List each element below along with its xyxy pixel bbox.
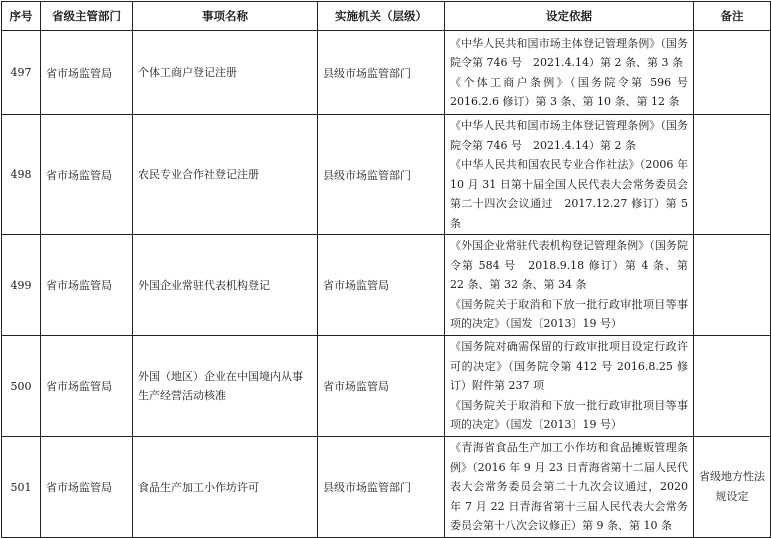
row-agency: 省市场监管局 [318,336,445,437]
row-agency: 省市场监管局 [318,235,445,336]
table-row [2,437,771,538]
col-header-no: 序号 [2,2,41,31]
row-dept: 省市场监管局 [41,31,133,115]
row-basis [445,31,694,115]
basis-line: 《中华人民共和国市场主体登记管理条例》（国务院令第 746 号 2021.4.14）第 2 条、第 3 条 [450,36,688,69]
row-item: 个体工商户登记注册 [133,31,318,115]
table-row [2,336,771,437]
table-row [2,235,771,336]
row-item: 外国企业常驻代表机构登记 [133,235,318,336]
row-basis [445,115,694,235]
row-item: 食品生产加工小作坊许可 [133,437,318,538]
col-header-item: 事项名称 [133,2,318,31]
row-item: 农民专业合作社登记注册 [133,115,318,235]
row-dept: 省市场监管局 [41,235,133,336]
basis-line: 《国务院关于取消和下放一批行政审批项目等事项的决定》（国发〔2013〕19 号） [450,297,688,331]
row-agency: 县级市场监管部门 [318,437,445,538]
row-remark [694,31,771,115]
col-header-dept: 省级主管部门 [41,2,133,31]
row-agency: 县级市场监管部门 [318,31,445,115]
row-remark: 省级地方性法规设定 [694,437,771,538]
row-remark [694,235,771,336]
basis-line: 《外国企业常驻代表机构登记管理条例》（国务院令第 584 号 2018.9.18 修订）第 4 条、第 22 条、第 32 条、第 34 条 [450,239,688,292]
row-number: 499 [2,235,41,336]
row-remark [694,115,771,235]
basis-line: 《青海省食品生产加工小作坊和食品摊贩管理条例》（2016 年 9 月 23 日青海省第十二届人民代表大会常务委员会第二十九次会议通过，2020 年 7 月 22 日青海省第十三届人民代表大会常务委员会第十八次会议修正）第 9 条、第 10 条 [450,441,688,533]
row-basis [445,235,694,336]
basis-line: 《国务院对确需保留的行政审批项目设定行政许可的决定》（国务院令第 412 号 2016.8.25 修订）附件第 237 项 [450,340,688,393]
row-number: 501 [2,437,41,538]
row-basis [445,336,694,437]
row-number: 500 [2,336,41,437]
table-row [2,115,771,235]
header-row [2,2,771,31]
row-dept: 省市场监管局 [41,115,133,235]
row-basis [445,437,694,538]
basis-line: 《国务院关于取消和下放一批行政审批项目等事项的决定》（国发〔2013〕19 号） [450,398,688,432]
row-item: 外国（地区）企业在中国境内从事生产经营活动核准 [133,336,318,437]
table-row [2,31,771,115]
basis-line: 《个体工商户条例》（国务院令第 596 号 2016.2.6 修订）第 3 条、第 10 条、第 12 条 [450,75,688,108]
basis-line: 《中华人民共和国农民专业合作社法》（2006 年 10 月 31 日第十届全国人民代表大会常务委员会第二十四次会议通过 2017.12.27 修订）第 5 条 [450,158,688,230]
row-dept: 省市场监管局 [41,437,133,538]
row-remark [694,336,771,437]
row-agency: 县级市场监管部门 [318,115,445,235]
matters-table [1,1,771,538]
col-header-remark: 备注 [694,2,771,31]
col-header-basis: 设定依据 [445,2,694,31]
row-dept: 省市场监管局 [41,336,133,437]
row-number: 498 [2,115,41,235]
basis-line: 《中华人民共和国市场主体登记管理条例》（国务院令第 746 号 2021.4.14）第 2 条 [450,119,688,152]
col-header-agency: 实施机关（层级） [318,2,445,31]
row-number: 497 [2,31,41,115]
